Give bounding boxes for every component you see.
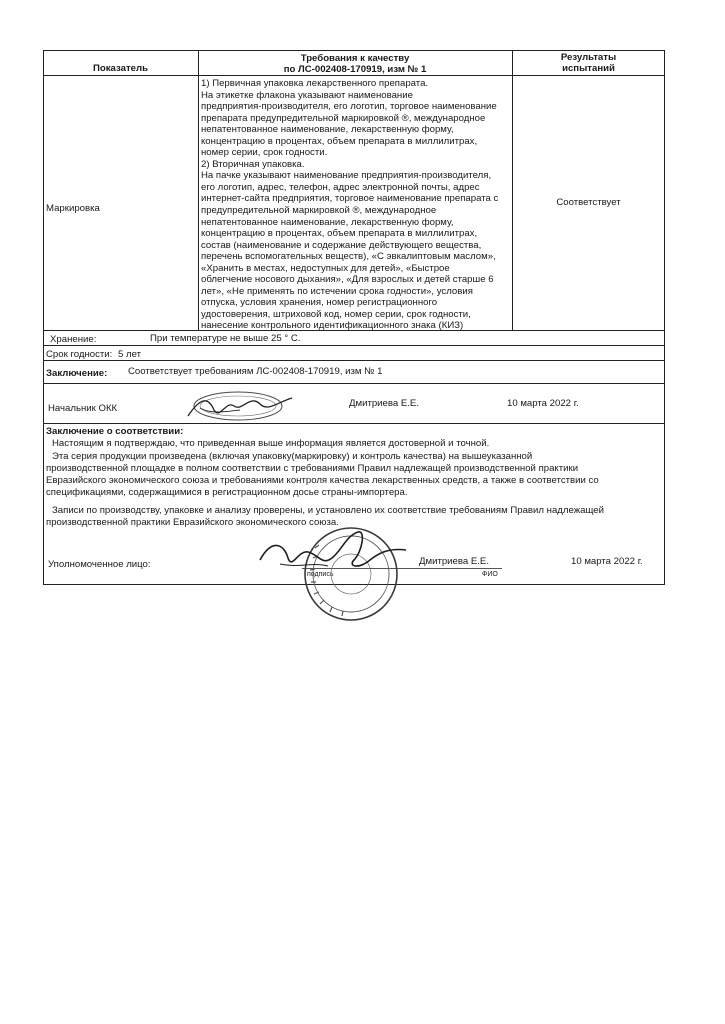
- requirements-line: интернет-сайта предприятия, торговое наименование препарата с: [201, 193, 499, 205]
- row-result: Соответствует: [556, 197, 621, 208]
- shelf-life-label: Срок годности:: [46, 349, 113, 360]
- head-okk-date: 10 марта 2022 г.: [507, 398, 579, 409]
- requirements-line: перечень вспомогательных веществ), «С эвкалиптовым маслом»,: [201, 251, 496, 263]
- conclusion-label: Заключение:: [46, 368, 108, 379]
- compliance-para3-line: Записи по производству, упаковке и анализу проверены, и установлено их соответствие требованиям Правил надлежащей: [52, 505, 604, 516]
- storage-label: Хранение:: [50, 334, 97, 345]
- header-results-line1: Результаты: [560, 52, 617, 63]
- header-indicator: Показатель: [92, 63, 148, 74]
- requirements-line: облегчение носового дыхания», «Для взрослых и детей старше 6: [201, 274, 494, 286]
- compliance-para2-line: Эта серия продукции произведена (включая упаковку(маркировку) и контроль качества) на вышеуказанной: [52, 451, 533, 462]
- authorized-round-stamp: [258, 508, 428, 623]
- requirements-line: непатентованное наименование, лекарственную форму,: [201, 124, 454, 136]
- authorized-label: Уполномоченное лицо:: [48, 559, 151, 570]
- header-requirements-line1: Требования к качеству: [300, 53, 410, 64]
- compliance-title: Заключение о соответствии:: [46, 426, 184, 437]
- requirements-line: состав (наименование и содержание действующего вещества,: [201, 239, 482, 251]
- head-okk-label: Начальник ОКК: [48, 403, 118, 414]
- requirements-line: 2) Вторичная упаковка.: [201, 158, 305, 170]
- compliance-para2-line: Евразийского экономического союза и требованиями контроля качества лекарственных средств, а также в соответствии со: [46, 475, 599, 486]
- head-okk-rule: [43, 423, 665, 424]
- requirements-line: номер серии, срок годности.: [201, 147, 328, 159]
- conclusion-rule: [43, 383, 665, 384]
- requirements-line: предприятия-производителя, его логотип, торговое наименование: [201, 101, 497, 113]
- column-divider-1: [198, 50, 199, 330]
- name-caption: ФИО: [482, 571, 498, 578]
- authorized-date: 10 марта 2022 г.: [571, 556, 643, 567]
- requirements-text: [201, 78, 511, 332]
- requirements-line: 1) Первичная упаковка лекарственного препарата.: [201, 78, 429, 89]
- requirements-line: На пачке указывают наименование предприятия-производителя,: [201, 170, 492, 182]
- requirements-line: концентрацию в процентах, объем препарата в миллилитрах,: [201, 135, 478, 147]
- signature-caption: подпись: [307, 571, 334, 578]
- head-okk-name: Дмитриева Е.Е.: [349, 398, 419, 409]
- requirements-line: нанесение контрольного идентификационного знака (КИЗ): [201, 320, 464, 332]
- requirements-line: На этикетке флакона указывают наименование: [201, 89, 413, 101]
- requirements-line: его логотип, адрес, телефон, адрес электронной почты, адрес: [201, 181, 480, 193]
- header-requirements-line2: по ЛС-002408-170919, изм № 1: [283, 64, 427, 75]
- authorized-name: Дмитриева Е.Е.: [419, 556, 489, 567]
- requirements-line: отпуска, условия хранения, номер регистрационного: [201, 297, 438, 309]
- header-results-line2: испытаний: [562, 63, 615, 74]
- column-divider-2: [512, 50, 513, 330]
- compliance-para2-line: производственной площадке в полном соответствии с требованиями Правил надлежащей производственной практики: [46, 463, 579, 474]
- conclusion-value: Соответствует требованиям ЛС-002408-170919, изм № 1: [128, 366, 383, 377]
- header-bottom-rule: [43, 75, 665, 76]
- requirements-line: удостоверения, штриховой код, номер серии, срок годности,: [201, 308, 471, 320]
- qc-stamp-signature: [180, 386, 300, 426]
- row-indicator: Маркировка: [46, 203, 100, 214]
- compliance-para3-line: производственной практики Евразийского экономического союза.: [46, 517, 339, 528]
- storage-value: При температуре не выше 25 ° С.: [150, 333, 301, 344]
- requirements-line: непатентованное наименование, лекарственную форму,: [201, 216, 454, 228]
- requirements-line: предупредительной маркировкой ®, международное: [201, 205, 437, 217]
- shelf-life-rule: [43, 360, 665, 361]
- requirements-line: «Хранить в местах, недоступных для детей», «Быстрое: [201, 262, 450, 274]
- storage-rule: [43, 345, 665, 346]
- compliance-para2-line: спецификациями, содержащимися в регистрационном досье страны-импортера.: [46, 487, 408, 498]
- requirements-line: препарата предупредительной маркировкой ®, международное: [201, 112, 486, 124]
- requirements-line: концентрацию в процентах, объем препарата в миллилитрах,: [201, 228, 478, 240]
- compliance-para1: Настоящим я подтверждаю, что приведенная выше информация является достоверной и точной.: [52, 438, 490, 449]
- requirements-line: лет», «Не применять по истечении срока годности», условия: [201, 285, 473, 297]
- shelf-life-value: 5 лет: [118, 349, 142, 360]
